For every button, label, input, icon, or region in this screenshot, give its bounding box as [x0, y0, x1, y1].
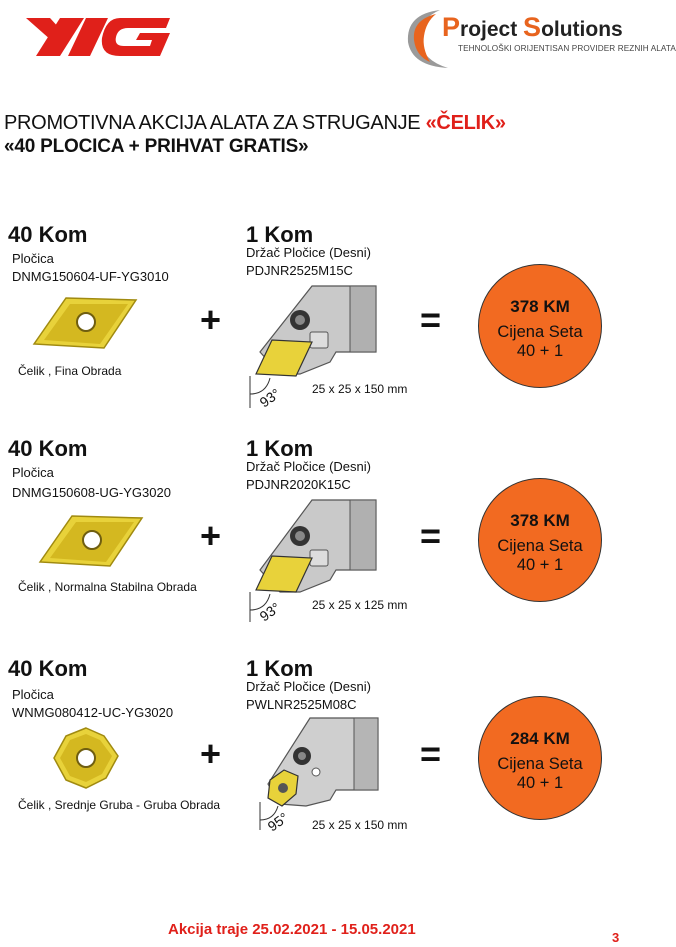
insert-quantity: 40 Kom — [8, 222, 88, 247]
holder-code: PDJNR2525M15C — [246, 263, 353, 278]
insert-label: Pločica — [12, 465, 54, 480]
set-composition: 40 + 1 — [516, 774, 564, 792]
insert-application: Čelik , Fina Obrada — [18, 364, 122, 378]
set-composition: 40 + 1 — [516, 556, 564, 574]
holder-code: PDJNR2020K15C — [246, 477, 351, 492]
price-badge — [478, 696, 602, 820]
holder-dimensions: 25 x 25 x 150 mm — [312, 818, 408, 832]
holder-quantity: 1 Kom — [246, 222, 314, 247]
holder-quantity: 1 Kom — [246, 656, 314, 681]
price-badge — [478, 264, 602, 388]
insert-code: DNMG150604-UF-YG3010 — [12, 269, 169, 284]
holder-label: Držač Pločice (Desni) — [246, 459, 371, 474]
insert-code: DNMG150608-UG-YG3020 — [12, 485, 171, 500]
insert-label: Pločica — [12, 251, 54, 266]
set-composition: 40 + 1 — [516, 342, 564, 360]
holder-label: Držač Pločice (Desni) — [246, 245, 371, 260]
yg-logo — [20, 8, 180, 63]
price-label: Cijena Seta — [497, 755, 583, 773]
price-label: Cijena Seta — [497, 323, 583, 341]
insert-quantity: 40 Kom — [8, 436, 88, 461]
insert-code: WNMG080412-UC-YG3020 — [12, 705, 174, 720]
insert-label: Pločica — [12, 687, 54, 702]
partner-name: Project Solutions — [442, 12, 623, 42]
set-price: 284 KM — [510, 729, 570, 748]
angle-label: 93° — [256, 385, 284, 411]
equals-sign: = — [420, 733, 442, 774]
holder-code: PWLNR2525M08C — [246, 697, 357, 712]
plus-sign: + — [200, 733, 222, 774]
plus-sign: + — [200, 299, 222, 340]
holder-image — [250, 714, 380, 834]
project-solutions-logo — [400, 4, 676, 74]
page-number: 3 — [612, 930, 620, 945]
angle-label: 95° — [264, 809, 292, 835]
holder-dimensions: 25 x 25 x 150 mm — [312, 382, 408, 396]
set-price: 378 KM — [510, 297, 570, 316]
set-price: 378 KM — [510, 511, 570, 530]
insert-image — [30, 292, 140, 352]
insert-image — [52, 726, 120, 790]
page-subtitle: «40 PLOCICA + PRIHVAT GRATIS» — [4, 136, 309, 157]
price-badge — [478, 478, 602, 602]
plus-sign: + — [200, 515, 222, 556]
angle-label: 93° — [256, 599, 284, 625]
price-label: Cijena Seta — [497, 537, 583, 555]
promotion-validity: Akcija traje 25.02.2021 - 15.05.2021 — [168, 921, 416, 938]
insert-application: Čelik , Srednje Gruba - Gruba Obrada — [18, 798, 221, 812]
holder-dimensions: 25 x 25 x 125 mm — [312, 598, 408, 612]
insert-application: Čelik , Normalna Stabilna Obrada — [18, 580, 197, 594]
insert-image — [36, 510, 146, 570]
equals-sign: = — [420, 299, 442, 340]
equals-sign: = — [420, 515, 442, 556]
partner-tagline: TEHNOLOŠKI ORIJENTISAN PROVIDER REZNIH ALATA — [458, 44, 676, 53]
holder-quantity: 1 Kom — [246, 436, 314, 461]
insert-quantity: 40 Kom — [8, 656, 88, 681]
holder-label: Držač Pločice (Desni) — [246, 679, 371, 694]
page-title: PROMOTIVNA AKCIJA ALATA ZA STRUGANJE «ČELIK» — [4, 112, 506, 134]
